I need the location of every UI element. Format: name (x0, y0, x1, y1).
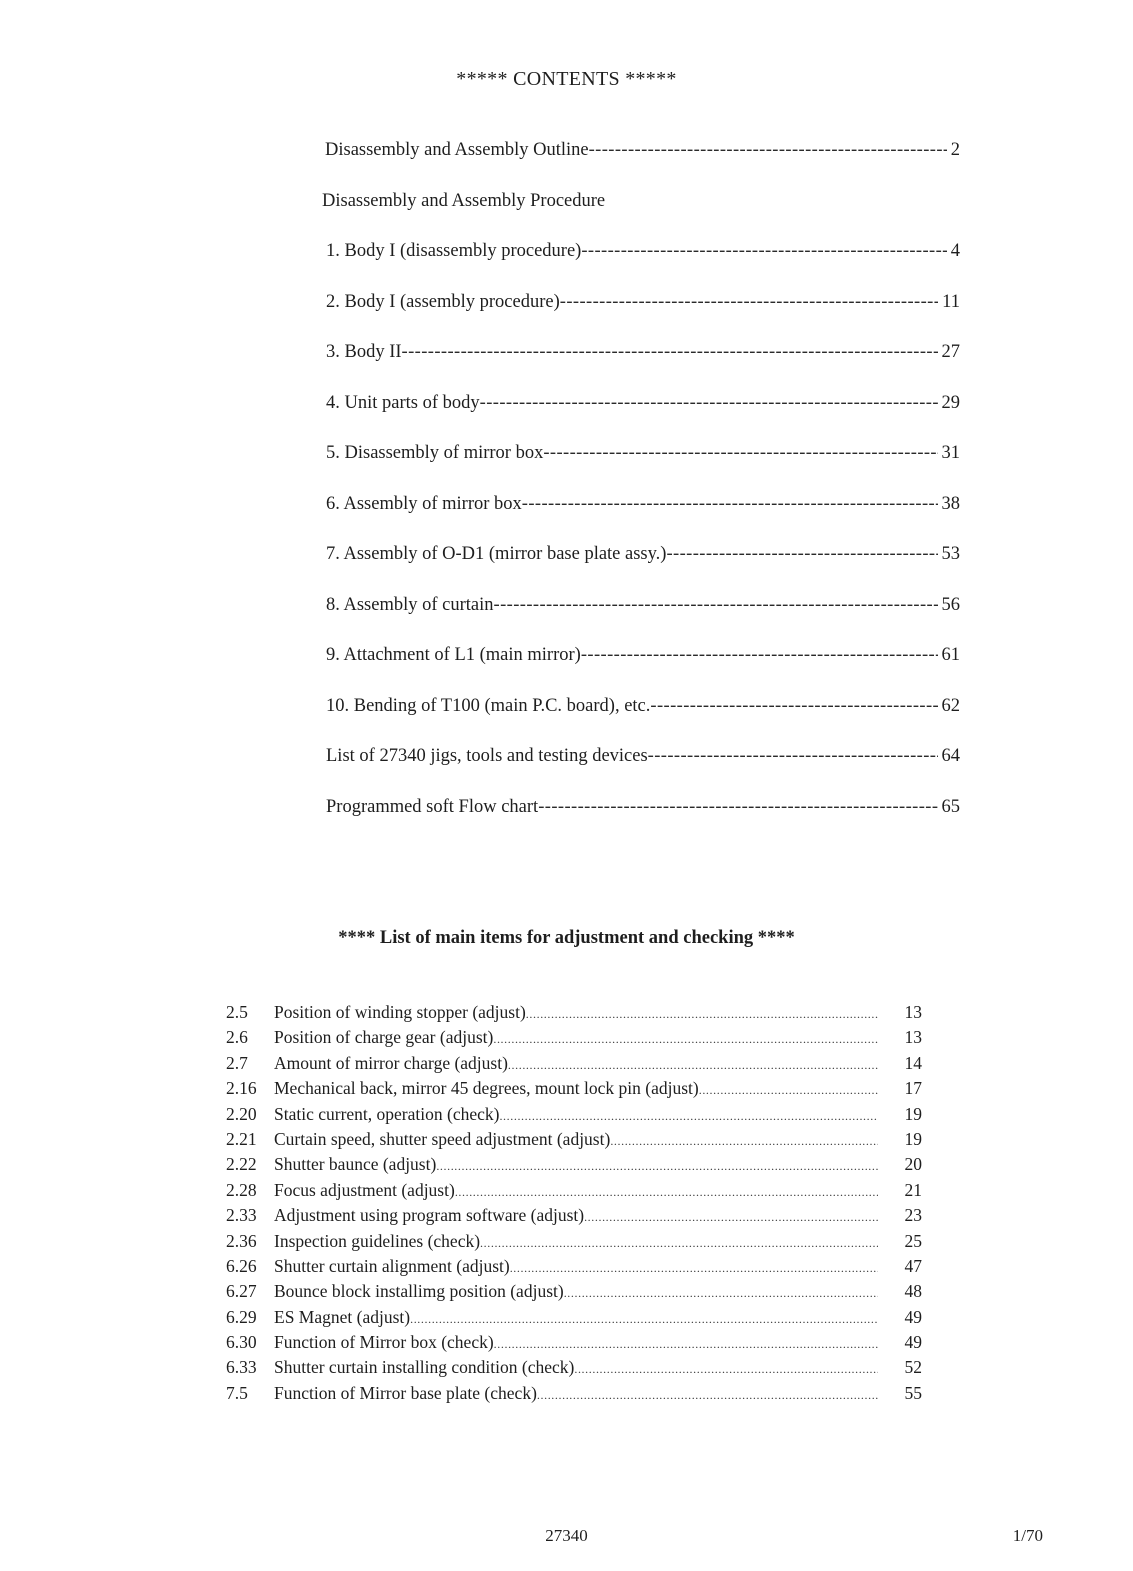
toc-entry-title: 5. Disassembly of mirror box (326, 443, 544, 463)
adjustment-item (226, 1231, 926, 1256)
toc-dash-leader (589, 140, 947, 161)
adjustment-item-number: 2.6 (226, 1027, 248, 1048)
adjustment-dot-leader (537, 1388, 878, 1403)
adjustment-dot-leader (494, 1337, 878, 1352)
toc-dash-leader (543, 443, 937, 464)
adjustment-dot-leader (610, 1134, 878, 1149)
adjustment-dot-leader (436, 1159, 878, 1174)
adjustment-item-title: Position of winding stopper (adjust) (274, 1002, 526, 1022)
adjustment-item-title: Shutter curtain installing condition (check) (274, 1357, 575, 1378)
toc-entry (318, 595, 960, 646)
adjustment-item-title: Curtain speed, shutter speed adjustment (adjust) (274, 1128, 611, 1149)
adjustment-item (226, 1104, 926, 1129)
toc-dash-leader (581, 241, 946, 262)
toc-entry (318, 696, 960, 747)
page-title: ***** CONTENTS ***** (456, 68, 677, 90)
toc-entry-page: 27 (941, 342, 960, 362)
toc-dash-leader (480, 393, 938, 414)
toc-dash-leader (522, 494, 938, 515)
toc-entry (318, 544, 960, 595)
adjustment-item (226, 1180, 926, 1205)
adjustment-dot-leader (499, 1109, 878, 1124)
adjustment-item-title: Shutter baunce (adjust) (274, 1154, 437, 1175)
adjustment-item (226, 1002, 926, 1027)
toc-entry-page: 56 (941, 594, 960, 615)
adjustment-item-number: 2.20 (226, 1103, 257, 1124)
adjustment-item-page: 48 (904, 1281, 922, 1302)
footer-page-indicator: 1/70 (1012, 1526, 1043, 1545)
adjustment-item-page: 13 (904, 1002, 922, 1022)
adjustment-item-title: Amount of mirror charge (adjust) (274, 1052, 508, 1073)
toc-entry (318, 443, 960, 494)
toc-entry (318, 645, 960, 696)
adjustment-dot-leader (699, 1083, 878, 1098)
adjustment-item-number: 7.5 (226, 1382, 248, 1403)
toc-entry (318, 140, 960, 191)
adjustment-item (226, 1256, 926, 1281)
adjustment-dot-leader (493, 1032, 878, 1047)
adjustment-item-page: 13 (904, 1027, 922, 1048)
adjustment-item-number: 2.7 (226, 1052, 248, 1073)
adjustment-item-page: 52 (904, 1357, 922, 1378)
adjustment-item-number: 2.36 (226, 1230, 257, 1251)
toc-entry-title: 10. Bending of T100 (main P.C. board), etc. (326, 695, 651, 716)
adjustment-item-number: 6.30 (226, 1332, 257, 1353)
toc-entry-page: 4 (950, 241, 960, 261)
adjustment-item-number: 2.16 (226, 1078, 257, 1099)
adjustment-item (226, 1078, 926, 1103)
adjustment-dot-leader (455, 1185, 878, 1200)
adjustment-dot-leader (510, 1261, 878, 1276)
adjustment-dot-leader (584, 1210, 878, 1225)
adjustment-item-title: ES Magnet (adjust) (274, 1306, 411, 1327)
adjustment-list-heading: **** List of main items for adjustment and checking **** (338, 928, 795, 948)
toc-dash-leader (648, 746, 938, 767)
toc-entry-title: 3. Body II (326, 342, 402, 362)
adjustment-item-page: 49 (904, 1332, 922, 1353)
toc-entry-title: 9. Attachment of L1 (main mirror) (326, 645, 581, 665)
toc-entry-title: 6. Assembly of mirror box (326, 493, 522, 514)
adjustment-item-page: 17 (904, 1078, 922, 1099)
adjustment-item-title: Function of Mirror box (check) (274, 1332, 494, 1353)
toc-dash-leader (666, 544, 937, 565)
toc-entry-page: 2 (950, 140, 960, 160)
toc-entry-page: 65 (941, 796, 960, 817)
toc-section-heading (318, 191, 960, 242)
adjustment-item-page: 19 (904, 1103, 922, 1124)
adjustment-item-title: Function of Mirror base plate (check) (274, 1382, 537, 1403)
adjustment-item-page: 19 (904, 1128, 922, 1149)
adjustment-item-page: 14 (904, 1052, 922, 1073)
adjustment-item-title: Adjustment using program software (adjust) (274, 1205, 585, 1226)
toc-entry-title: 4. Unit parts of body (326, 392, 480, 413)
toc-entry-page: 31 (941, 443, 960, 463)
toc-dash-leader (560, 292, 938, 313)
adjustment-item (226, 1383, 926, 1408)
toc-entry-page: 62 (941, 695, 960, 716)
adjustment-item-number: 2.22 (226, 1154, 257, 1175)
adjustment-dot-leader (574, 1362, 878, 1377)
adjustment-item-title: Static current, operation (check) (274, 1103, 500, 1124)
adjustment-item-number: 6.33 (226, 1357, 257, 1378)
adjustment-check-list (226, 1002, 926, 1408)
toc-entry (318, 342, 960, 393)
toc-entry-page: 38 (941, 493, 960, 514)
adjustment-item (226, 1281, 926, 1306)
toc-entry (318, 241, 960, 292)
adjustment-item-number: 6.29 (226, 1306, 257, 1327)
adjustment-item (226, 1332, 926, 1357)
adjustment-item-page: 20 (904, 1154, 922, 1175)
toc-dash-leader (650, 696, 937, 717)
toc-dash-leader (402, 342, 938, 363)
toc-entry-title: Programmed soft Flow chart (326, 796, 539, 817)
toc-entry-title: List of 27340 jigs, tools and testing devices (326, 746, 648, 766)
adjustment-item (226, 1307, 926, 1332)
toc-entry (318, 393, 960, 444)
adjustment-item-title: Focus adjustment (adjust) (274, 1179, 455, 1200)
footer-document-number: 27340 (545, 1526, 588, 1545)
adjustment-item-title: Shutter curtain alignment (adjust) (274, 1255, 510, 1276)
adjustment-item-title: Mechanical back, mirror 45 degrees, mount lock pin (adjust) (274, 1078, 699, 1099)
adjustment-item-number: 2.21 (226, 1128, 257, 1149)
toc-dash-leader (581, 645, 938, 666)
toc-entry-title: Disassembly and Assembly Outline (325, 140, 589, 160)
adjustment-item-number: 6.27 (226, 1281, 257, 1302)
toc-entry (318, 746, 960, 797)
adjustment-item (226, 1154, 926, 1179)
adjustment-dot-leader (480, 1236, 878, 1251)
adjustment-item-number: 2.33 (226, 1205, 257, 1226)
toc-entry (318, 797, 960, 848)
adjustment-item-page: 55 (904, 1382, 922, 1403)
adjustment-item-page: 25 (904, 1230, 922, 1251)
adjustment-item-page: 21 (904, 1179, 922, 1200)
adjustment-dot-leader (410, 1312, 878, 1327)
adjustment-item (226, 1027, 926, 1052)
toc-entry-page: 29 (941, 392, 960, 413)
adjustment-dot-leader (508, 1058, 878, 1073)
toc-entry-page: 53 (941, 544, 960, 564)
toc-entry (318, 292, 960, 343)
toc-dash-leader (538, 797, 937, 818)
adjustment-item (226, 1205, 926, 1230)
adjustment-dot-leader (564, 1286, 878, 1301)
toc-dash-leader (494, 595, 938, 616)
toc-entry-page: 11 (942, 291, 960, 312)
adjustment-item-number: 2.28 (226, 1179, 257, 1200)
adjustment-item-page: 47 (904, 1255, 922, 1276)
toc-entry-title: 1. Body I (disassembly procedure) (326, 241, 582, 261)
toc-entry-page: 64 (941, 746, 960, 766)
toc-entry-title: Disassembly and Assembly Procedure (322, 190, 606, 211)
table-of-contents (318, 140, 960, 847)
adjustment-item-title: Position of charge gear (adjust) (274, 1027, 494, 1048)
toc-entry-title: 7. Assembly of O-D1 (mirror base plate assy.) (326, 544, 667, 564)
adjustment-item (226, 1357, 926, 1382)
adjustment-item-number: 2.5 (226, 1002, 248, 1022)
adjustment-item (226, 1053, 926, 1078)
toc-entry-title: 8. Assembly of curtain (326, 594, 494, 615)
adjustment-dot-leader (526, 1007, 878, 1022)
adjustment-item (226, 1129, 926, 1154)
adjustment-item-title: Bounce block installimg position (adjust) (274, 1281, 564, 1302)
toc-entry-page: 61 (941, 645, 960, 665)
adjustment-item-number: 6.26 (226, 1255, 257, 1276)
adjustment-item-title: Inspection guidelines (check) (274, 1230, 481, 1251)
toc-entry-title: 2. Body I (assembly procedure) (326, 291, 560, 312)
adjustment-item-page: 23 (904, 1205, 922, 1226)
toc-entry (318, 494, 960, 545)
adjustment-item-page: 49 (904, 1306, 922, 1327)
